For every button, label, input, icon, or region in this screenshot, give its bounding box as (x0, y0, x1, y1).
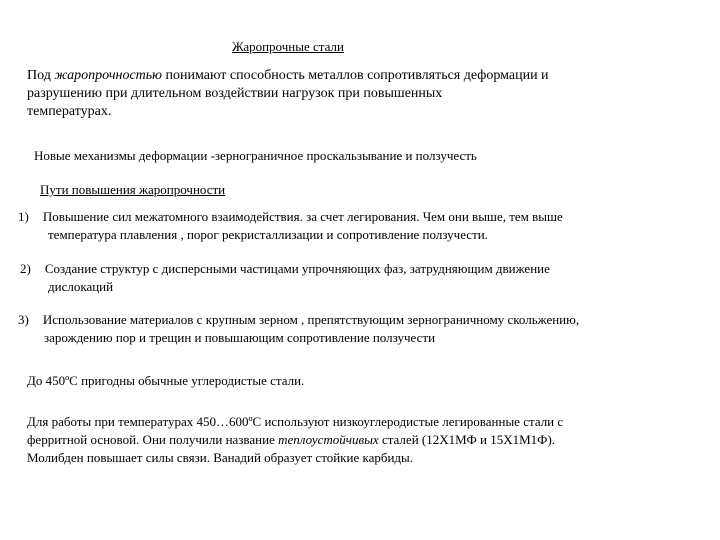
list-item-number: 2) (20, 261, 31, 276)
intro-line-1 (27, 67, 549, 85)
list-item-line-2: зарождению пор и трещин и повышающим сопротивление ползучести (44, 330, 436, 345)
list-item-text: Использование материалов с крупным зерном , препятствующим зернограничному скольжению, (42, 312, 580, 327)
steel-note-2-line-2 (27, 431, 563, 449)
steel-note-2-line-2-start: ферритной основой. Они получили название (27, 432, 279, 447)
intro-paragraph (27, 67, 549, 121)
list-item-line-1 (18, 208, 563, 226)
list-item (20, 260, 550, 296)
intro-term: жаропрочностью (54, 68, 163, 83)
steel-note-1: До 450ºС пригодны обычные углеродистые стали. (27, 373, 305, 388)
intro-line-2: разрушению при длительном воздействии нагрузок при повышенных (27, 86, 443, 101)
steel-note-2-line-2-end: сталей (12Х1МФ и 15Х1М1Ф). (378, 432, 556, 447)
list-item-text: Повышение сил межатомного взаимодействия. за счет легирования. Чем они выше, тем выше (42, 209, 563, 224)
list-item-number: 1) (18, 209, 29, 224)
list-item-line-1 (20, 260, 550, 278)
list-item-line-1 (18, 311, 579, 329)
list-item-text: Создание структур с дисперсными частицами упрочняющих фаз, затрудняющим движение (44, 261, 550, 276)
steel-note-2-line-1: Для работы при температурах 450…600ºС используют низкоуглеродистые легированные стали с (27, 414, 564, 429)
list-item-number: 3) (18, 312, 29, 327)
mechanisms-text: Новые механизмы деформации -зернограничное проскальзывание и ползучесть (34, 148, 477, 163)
list-item (18, 208, 563, 244)
steel-note-2-line-3: Молибден повышает силы связи. Ванадий образует стойкие карбиды. (27, 450, 414, 465)
list-item-line-2: температура плавления , порог рекристаллизации и сопротивление ползучести. (48, 227, 488, 242)
intro-line-3: температурах. (27, 104, 112, 119)
list-item (18, 311, 579, 347)
ways-heading: Пути повышения жаропрочности (40, 182, 226, 197)
intro-line-1-end: понимают способность металлов сопротивляться деформации и (162, 68, 549, 83)
steel-term: теплоустойчивых (278, 432, 379, 447)
page-title: Жаропрочные стали (232, 39, 344, 54)
intro-line-1-start: Под (27, 68, 55, 83)
steel-note-2 (27, 413, 563, 467)
list-item-line-2: дислокаций (48, 279, 114, 294)
